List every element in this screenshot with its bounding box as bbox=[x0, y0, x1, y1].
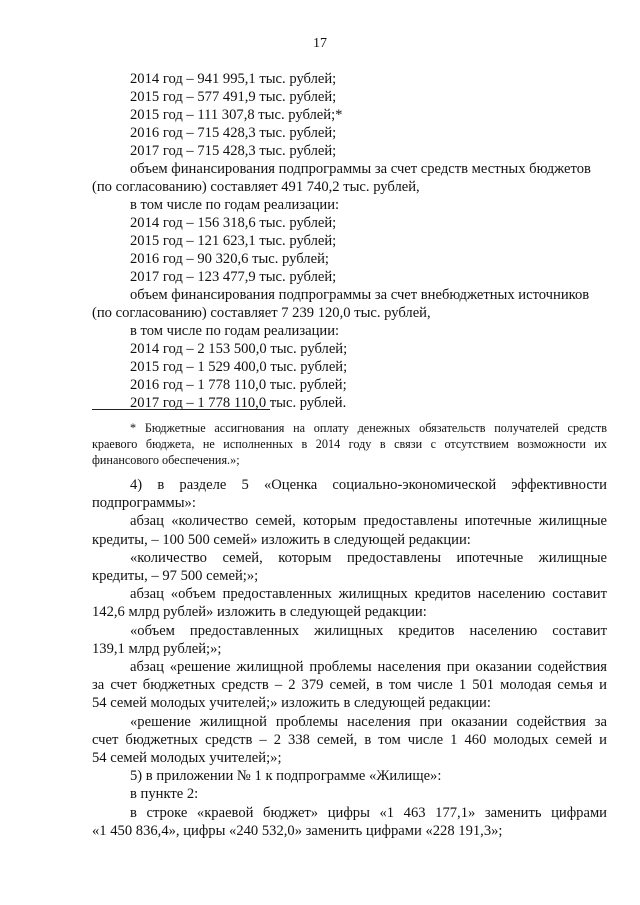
years-intro: в том числе по годам реализации: bbox=[130, 323, 340, 339]
year-line: 2014 год – 941 995,1 тыс. рублей; bbox=[130, 71, 337, 87]
text-line: абзац «решение жилищной проблемы населения при оказании содействия bbox=[130, 659, 607, 676]
year-line: 2014 год – 2 153 500,0 тыс. рублей; bbox=[130, 341, 348, 357]
section-5-paragraph bbox=[92, 767, 607, 785]
credits-old-paragraph bbox=[92, 585, 607, 621]
text-line: 139,1 млрд рублей;»; bbox=[92, 640, 222, 657]
text-line: в пункте 2: bbox=[130, 786, 199, 803]
families-new-paragraph bbox=[92, 549, 607, 585]
text-line: абзац «объем предоставленных жилищных кредитов населению составит bbox=[130, 586, 607, 603]
text-line: 142,6 млрд рублей» изложить в следующей редакции: bbox=[92, 604, 427, 621]
text-line: в строке «краевой бюджет» цифры «1 463 177,1» заменить цифрами bbox=[130, 804, 607, 821]
year-line: 2016 год – 1 778 110,0 тыс. рублей; bbox=[130, 377, 347, 393]
text-line: абзац «количество семей, которым предоставлены ипотечные жилищные bbox=[130, 513, 607, 530]
year-line: 2017 год – 123 477,9 тыс. рублей; bbox=[130, 269, 337, 285]
credits-new-paragraph bbox=[92, 622, 607, 658]
families-old-paragraph bbox=[92, 512, 607, 548]
year-line: 2017 год – 715 428,3 тыс. рублей; bbox=[130, 143, 337, 159]
footnote-line: * Бюджетные ассигнования на оплату денежных обязательств получателей средств bbox=[130, 421, 607, 435]
text-line: «объем предоставленных жилищных кредитов населению составит bbox=[130, 622, 607, 639]
year-line: 2017 год – 1 778 110,0 тыс. рублей. bbox=[130, 395, 347, 411]
text-line: «решение жилищной проблемы населения при оказании содействия за bbox=[130, 713, 607, 730]
text-line: «1 450 836,4», цифры «240 532,0» заменить цифрами «228 191,3»; bbox=[92, 822, 503, 839]
extra-budget-line: объем финансирования подпрограммы за счет внебюджетных источников bbox=[130, 287, 590, 303]
year-line: 2015 год – 1 529 400,0 тыс. рублей; bbox=[130, 359, 348, 375]
year-line: 2016 год – 90 320,6 тыс. рублей; bbox=[130, 251, 329, 267]
footnote-line: краевого бюджета, не исполненных в 2014 году в связи с отсутствием возможности их bbox=[92, 437, 607, 451]
text-line: подпрограммы»: bbox=[92, 495, 196, 512]
year-line: 2016 год – 715 428,3 тыс. рублей; bbox=[130, 125, 337, 141]
years-intro: в том числе по годам реализации: bbox=[130, 197, 340, 213]
text-line: кредиты, – 100 500 семей» изложить в следующей редакции: bbox=[92, 531, 471, 548]
section-4-paragraph bbox=[92, 476, 607, 512]
footnote bbox=[92, 420, 607, 468]
year-line: 2015 год – 577 491,9 тыс. рублей; bbox=[130, 89, 337, 105]
year-line: 2014 год – 156 318,6 тыс. рублей; bbox=[130, 215, 337, 231]
housing-old-paragraph bbox=[92, 658, 607, 713]
year-line: 2015 год – 111 307,8 тыс. рублей;* bbox=[130, 107, 343, 123]
housing-new-paragraph bbox=[92, 713, 607, 768]
year-line: 2015 год – 121 623,1 тыс. рублей; bbox=[130, 233, 337, 249]
point-2-paragraph bbox=[92, 785, 607, 803]
text-line: 4) в разделе 5 «Оценка социально-экономической эффективности bbox=[130, 477, 607, 493]
local-budget-line: (по согласованию) составляет 491 740,2 тыс. рублей, bbox=[92, 179, 420, 195]
amendments-text bbox=[92, 476, 607, 840]
footnote-divider bbox=[92, 409, 270, 410]
text-line: «количество семей, которым предоставлены ипотечные жилищные bbox=[130, 549, 607, 566]
text-line: 5) в приложении № 1 к подпрограмме «Жилище»: bbox=[130, 768, 442, 785]
regional-budget-paragraph bbox=[92, 804, 607, 840]
text-line: кредиты, – 97 500 семей;»; bbox=[92, 568, 259, 585]
text-line: счет бюджетных средств – 2 338 семей, в том числе 1 460 молодых семей и bbox=[92, 731, 607, 748]
financing-block bbox=[92, 70, 607, 412]
local-budget-line: объем финансирования подпрограммы за счет средств местных бюджетов bbox=[130, 161, 591, 177]
footnote-line: финансового обеспечения.»; bbox=[92, 453, 240, 467]
page-number: 17 bbox=[313, 36, 327, 51]
text-line: за счет бюджетных средств – 2 379 семей, в том числе 1 501 молодая семья и bbox=[92, 677, 607, 694]
text-line: 54 семей молодых учителей;» изложить в следующей редакции: bbox=[92, 695, 491, 712]
extra-budget-line: (по согласованию) составляет 7 239 120,0 тыс. рублей, bbox=[92, 305, 431, 321]
text-line: 54 семей молодых учителей;»; bbox=[92, 750, 282, 767]
